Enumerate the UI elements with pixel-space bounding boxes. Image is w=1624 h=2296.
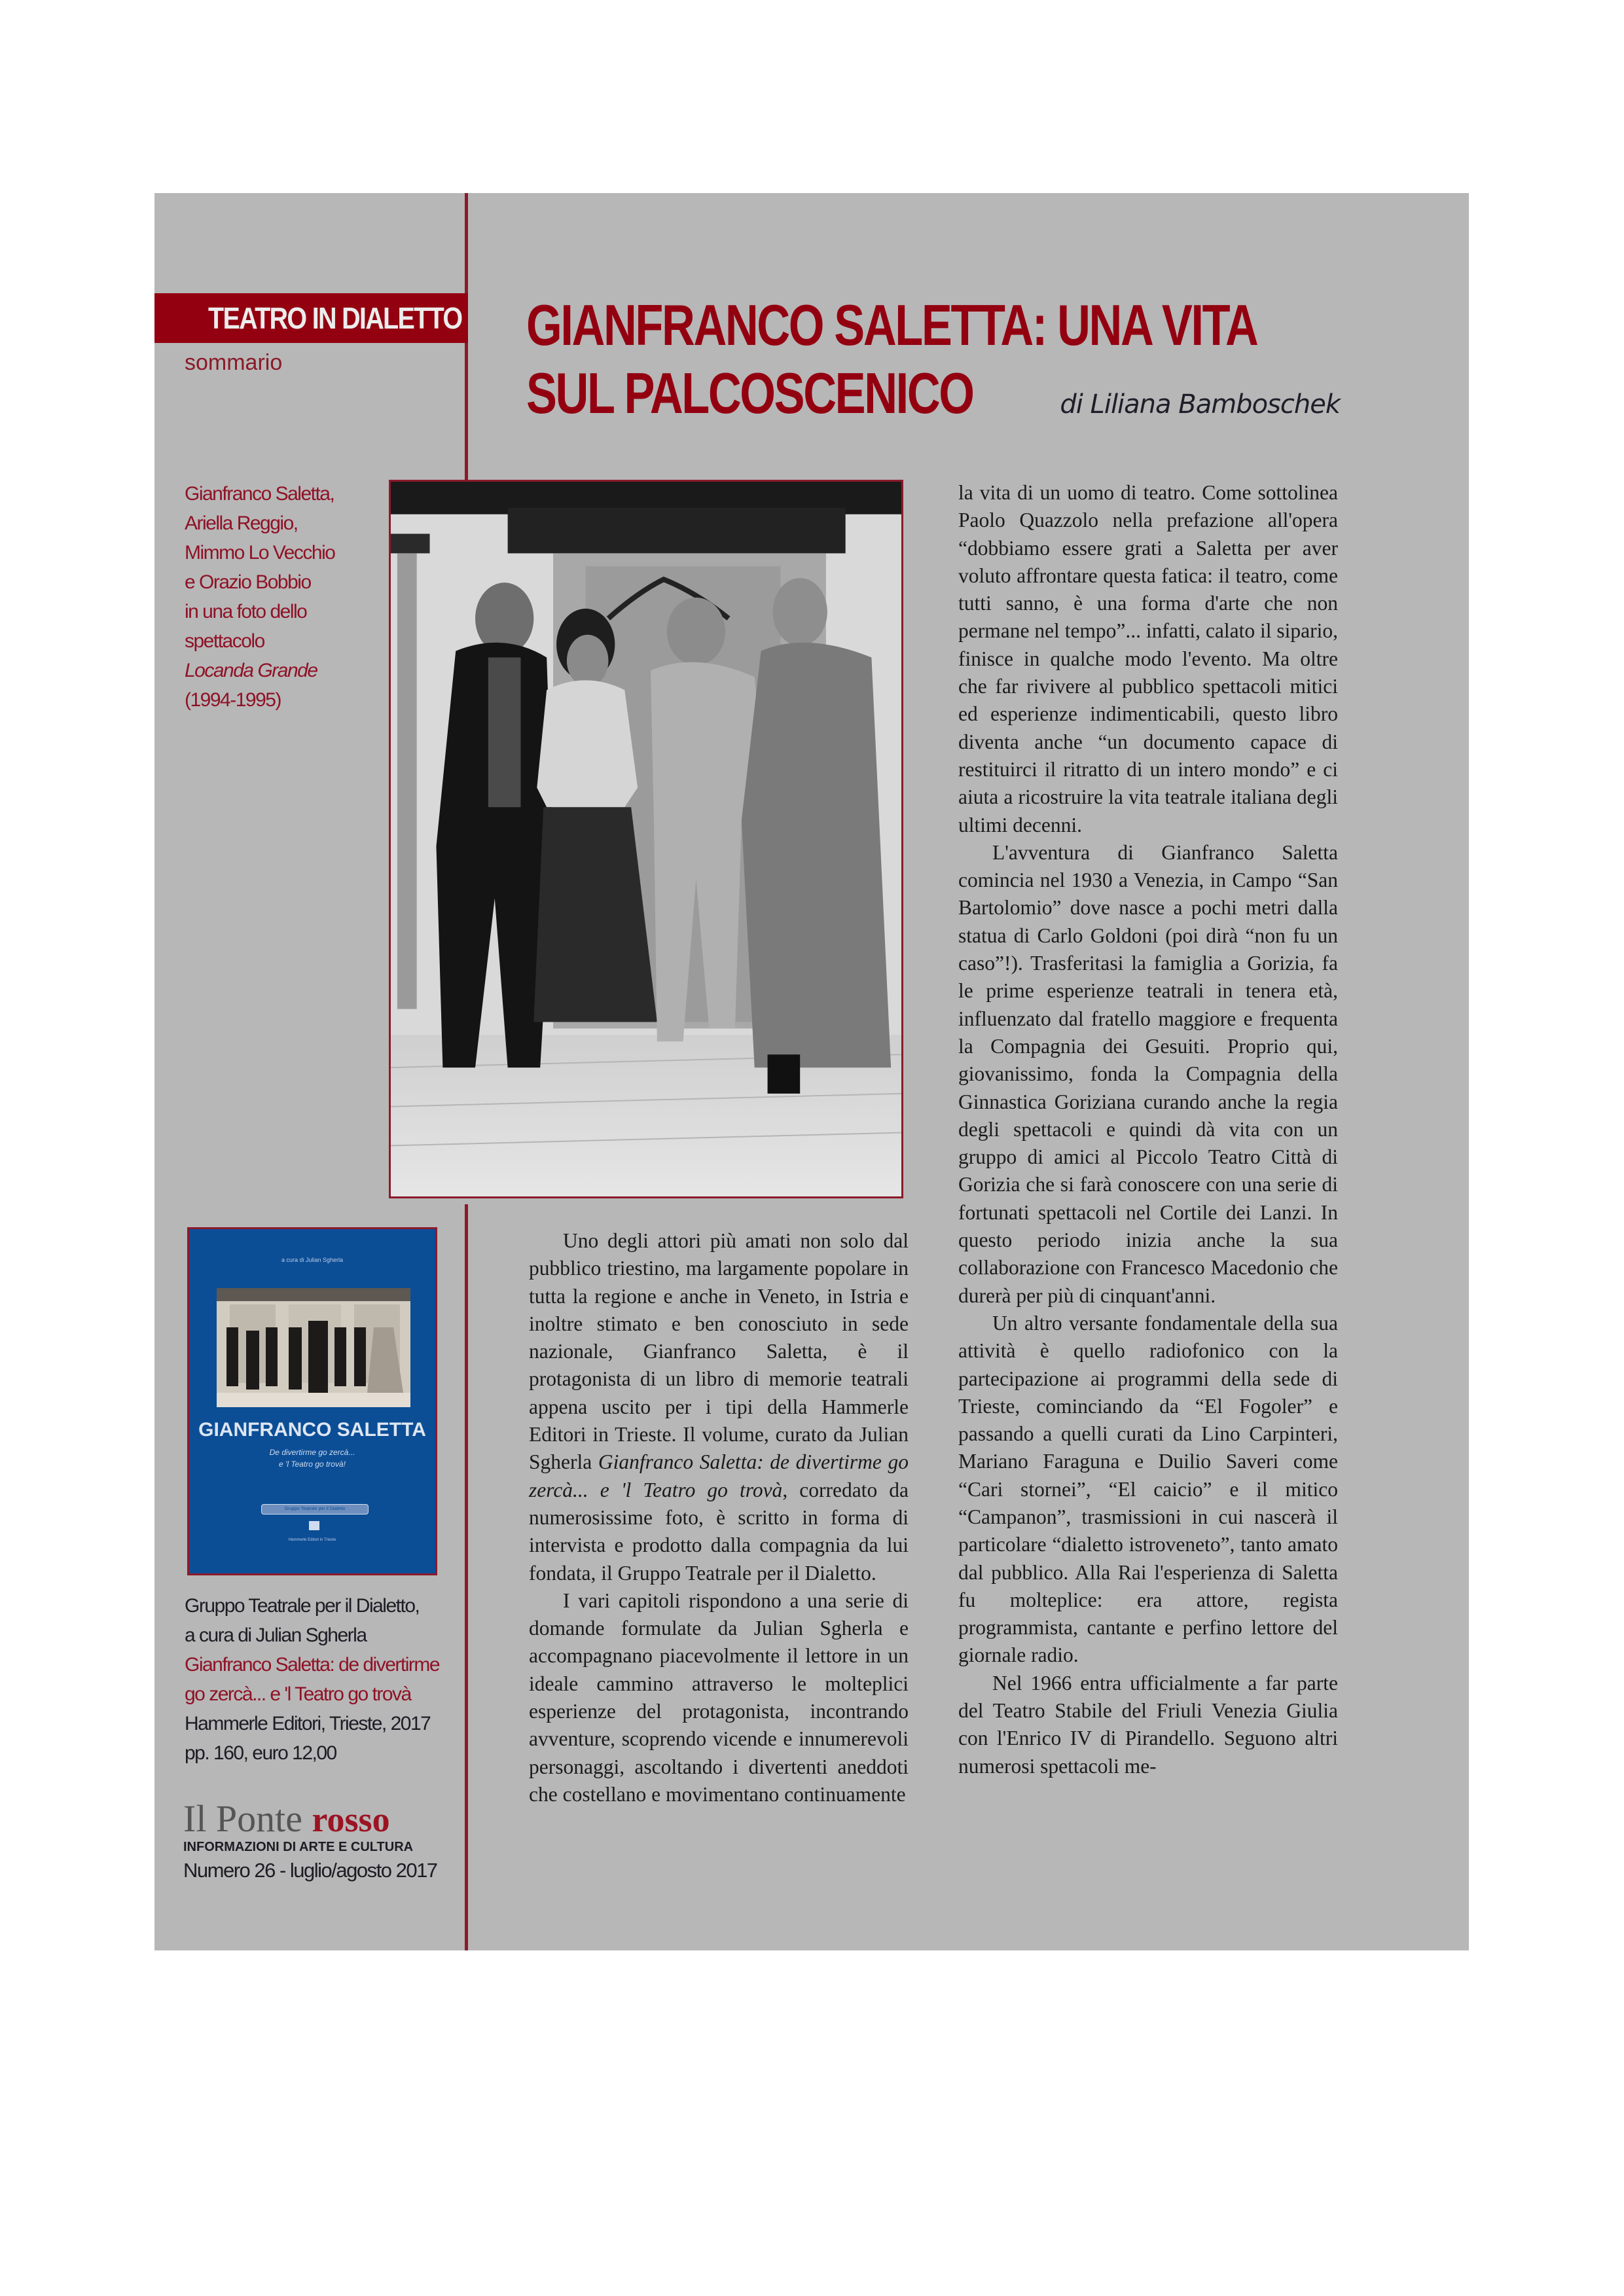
book-cover-imprint: Hammerle Editori in Trieste [288,1538,336,1542]
caption-line: Ariella Reggio, [185,512,298,534]
book-cover-title: GIANFRANCO SALETTA [198,1419,426,1441]
book-cover-subtitle [189,1446,435,1470]
magazine-tagline: INFORMAZIONI DI ARTE E CULTURA [183,1840,414,1854]
caption-years: (1994-1995) [185,689,281,711]
caption-line: e Orazio Bobbio [185,571,311,593]
book-info-line: Gruppo Teatrale per il Dialetto, [185,1595,420,1617]
paragraph: Nel 1966 entra ufficialmente a far parte del Teatro Stabile del Friuli Venezia Giulia con l'Enrico IV di Pirandello. Seguono altri numerosi spettacoli me- [958,1671,1338,1778]
article-column-1 [529,1227,909,1808]
book-info-line: a cura di Julian Sgherla [185,1624,367,1646]
stage-photo [389,480,903,1198]
publisher-logo-icon [309,1521,319,1530]
section-sub: sommario [185,350,283,375]
paragraph-text: Uno degli attori più amati non solo dal pubblico triestino, ma largamente popolare in tutta la regione e anche in Veneto, in Istria e inoltre stimato e ben conosciuto in sede nazionale, Gianfranco Saletta, è il protagonista di un libro di memorie teatrali appena uscito per i tipi della Hammerle Editori in Trieste. Il volume, curato da Julian Sgherla [529,1229,909,1474]
caption-line: spettacolo [185,630,264,652]
article-column-2 [958,479,1338,1780]
paragraph [529,1227,909,1587]
book-cover-subtitle-line: De divertirme go zercà... [269,1448,355,1457]
magazine-masthead [183,1797,458,1882]
book-info [185,1591,460,1768]
magazine-logo [183,1797,458,1840]
paragraph: L'avventura di Gianfranco Saletta comincia nel 1930 a Venezia, in Campo “San Bartolomio” dove nasce a pochi metri dalla statua di Carlo Goldoni (poi dirà “non fu un caso”!). Trasferitasi la famiglia a Gorizia, fa le prime esperienze teatrali in tenera età, influenzato dal fratello maggiore e frequenta la Compagnia dei Gesuiti. Proprio qui, giovanissimo, fonda la Compagnia della Ginnastica Goriziana curando anche la regia degli spettacoli e quindi dà vita con un gruppo di amici al Piccolo Teatro Città di Gorizia che si farà conoscere con una serie di fortunati spettacoli nel Cortile dei Lanzi. In questo periodo inizia anche la sua collaborazione con Francesco Macedonio che durerà per più di cinquant'anni. [958,840,1338,1307]
magazine-name: Il Ponte [183,1797,303,1840]
column-divider [465,1204,468,1950]
issue-info: Numero 26 - luglio/agosto 2017 [183,1859,437,1882]
book-info-title: Gianfranco Saletta: de divertirme [185,1654,440,1676]
book-cover [187,1227,437,1575]
section-label: TEATRO IN DIALETTO [208,301,461,335]
stage-photo-image [391,482,901,1196]
title-line: GIANFRANCO SALETTA: UNA VITA [526,293,1257,357]
book-info-title: go zercà... e 'l Teatro go trovà [185,1683,411,1705]
book-title-inline: Gianfranco Saletta: de divertirme go zercà... e 'l Teatro go trovà [529,1450,909,1501]
book-info-edition: Hammerle Editori, Trieste, 2017 [185,1713,431,1734]
book-cover-subtitle-line: e 'l Teatro go trovà! [279,1460,346,1469]
book-cover-photo-image [217,1288,410,1407]
caption-show-title: Locanda Grande [185,660,317,681]
book-cover-publisher-box: Gruppo Teatrale per il Dialetto [261,1504,369,1515]
byline: di Liliana Bamboschek [1060,389,1340,420]
title-line: SUL PALCOSCENICO [526,361,973,425]
book-cover-editor: a cura di Julian Sgherla [281,1257,344,1263]
paragraph-text: , corredato da numerosissime foto, è scritto in forma di intervista e prodotto dalla compagnia da lui fondata, il Gruppo Teatrale per il Dialetto. [529,1478,909,1585]
photo-caption [185,479,381,715]
section-band [154,293,468,343]
caption-line: in una foto dello [185,601,307,622]
magazine-name-accent: rosso [312,1800,390,1839]
book-cover-photo [217,1288,410,1407]
paragraph: I vari capitoli rispondono a una serie di domande formulate da Julian Sgherla e accompagnano piacevolmente il lettore in un ideale cammino attraverso le molteplici esperienze del protagonista, incontrando avventure, scoprendo vicende e innumerevoli personaggi, ascoltando i divertenti aneddoti che costellano e movimentano continuamente [529,1588,909,1806]
caption-line: Gianfranco Saletta, [185,483,334,505]
magazine-page [154,193,1469,1950]
book-info-details: pp. 160, euro 12,00 [185,1742,336,1764]
paragraph: la vita di un uomo di teatro. Come sottolinea Paolo Quazzolo nella prefazione all'opera “dobbiamo essere grati a Saletta per aver voluto affrontare questa fatica: il teatro, come tutti sanno, è una forma d'arte che non permane nel tempo”... infatti, calato il sipario, finisce in qualche modo l'evento. Ma oltre che far rivivere al pubblico spettacoli mitici ed esperienze indimenticabili, questo libro diventa anche “un documento capace di restituirci il ritratto di un intero mondo” e ci aiuta a ricostruire la vita teatrale italiana degli ultimi decenni. [958,481,1338,836]
paragraph: Un altro versante fondamentale della sua attività è quello radiofonico con la partecipazione ai programmi della sede di Trieste, cominciando da “El Fogoler” e passando a quelli curati da Lino Carpinteri, Mariano Faraguna e Duilio Saveri come “Cari stornei”, “El caicio” e il mitico “Campanon”, trasmissioni in cui nascerà il particolare “dialetto istroveneto”, tanto amato dal pubblico. Alla Rai l'esperienza di Saletta fu molteplice: era attore, regista programmista, cantante e perfino lettore del giornale radio. [958,1311,1338,1667]
caption-line: Mimmo Lo Vecchio [185,542,335,564]
